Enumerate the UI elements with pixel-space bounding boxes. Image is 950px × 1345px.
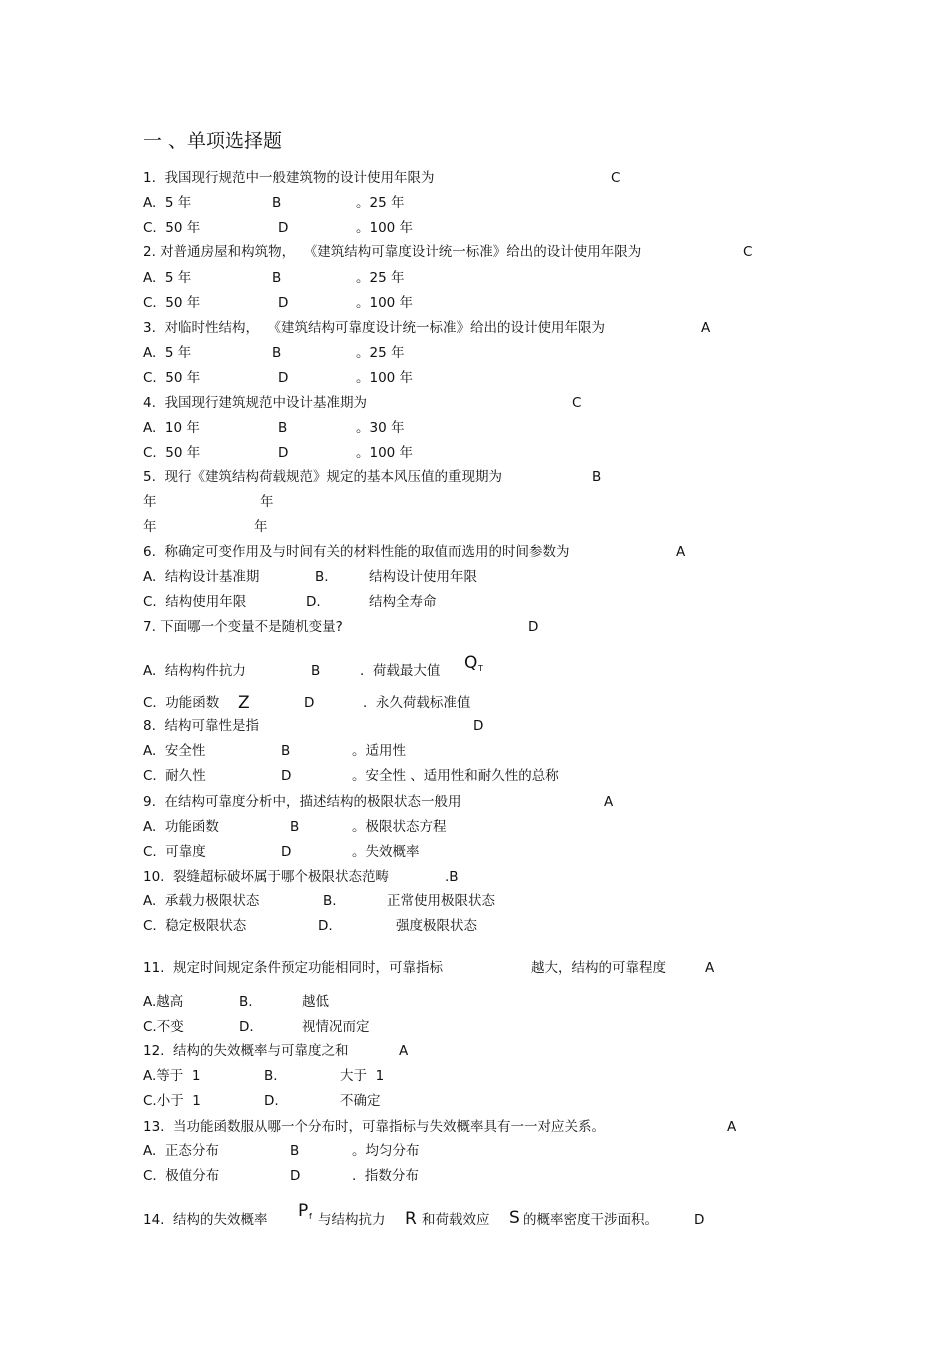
option-d-marker: D [281, 768, 292, 784]
question-14-text: 与结构抗力 [318, 1212, 386, 1228]
option-b: 。均匀分布 [352, 1143, 420, 1159]
option-d: . 永久荷载标准值 [363, 695, 471, 711]
symbol-s: S [509, 1208, 520, 1228]
option-b-marker: B. [264, 1068, 278, 1084]
symbol-q: Q [464, 653, 478, 673]
option-b: 结构设计使用年限 [369, 569, 477, 585]
option-d-marker: D [278, 370, 289, 386]
option-c: C.不变 [143, 1019, 184, 1035]
option-d-marker: D [281, 844, 292, 860]
option-b: 。适用性 [352, 743, 406, 759]
option-b-marker: B. [239, 994, 253, 1010]
option-a: A. 正态分布 [143, 1143, 219, 1159]
option-d-marker: D [278, 295, 289, 311]
question-7: 7. 下面哪一个变量不是随机变量? [143, 619, 343, 635]
option-c: C. 50 年 [143, 370, 201, 386]
option-c: C. 50 年 [143, 445, 201, 461]
option-b-marker: B [272, 195, 282, 211]
option-c: C. 稳定极限状态 [143, 918, 247, 934]
answer-13: A [727, 1119, 737, 1135]
question-14-text: 和荷载效应 [422, 1212, 490, 1228]
option-d: 。100 年 [356, 220, 414, 236]
option-d: 。安全性 、适用性和耐久性的总称 [352, 768, 559, 784]
option-c: C. 结构使用年限 [143, 594, 247, 610]
option-a: A. 结构构件抗力 [143, 663, 246, 679]
option-d-marker: D. [306, 594, 321, 610]
option-d-marker: D [290, 1168, 301, 1184]
option-a: A. 安全性 [143, 743, 206, 759]
question-9: 9. 在结构可靠度分析中，描述结构的极限状态一般用 [143, 794, 462, 810]
question-5: 5. 现行《建筑结构荷载规范》规定的基本风压值的重现期为 [143, 469, 502, 485]
answer-9: A [604, 794, 614, 810]
option-d-marker: D. [264, 1093, 279, 1109]
option-fragment: 年 [260, 494, 274, 510]
option-c: C.小于 1 [143, 1093, 201, 1109]
option-b-marker: B [290, 1143, 300, 1159]
option-fragment: 年 [254, 519, 268, 535]
option-c: C. 功能函数 [143, 695, 220, 711]
option-b-marker: B [278, 420, 288, 436]
option-c: C. 可靠度 [143, 844, 206, 860]
symbol-p-subscript: f [309, 1212, 312, 1221]
answer-3: A [701, 320, 711, 336]
option-b-marker: B [281, 743, 291, 759]
question-3: 3. 对临时性结构， 《建筑结构可靠度设计统一标准》给出的设计使用年限为 [143, 320, 606, 336]
option-c: C. 50 年 [143, 220, 201, 236]
option-d: 。100 年 [356, 370, 414, 386]
option-b: 越低 [302, 994, 329, 1010]
answer-7: D [528, 619, 539, 635]
option-c: C. 50 年 [143, 295, 201, 311]
option-b-marker: B [272, 270, 282, 286]
answer-5: B [592, 469, 602, 485]
option-fragment: 年 [143, 519, 157, 535]
option-b: 。25 年 [356, 345, 405, 361]
question-2: 2. 对普通房屋和构筑物， 《建筑结构可靠度设计统一标准》给出的设计使用年限为 [143, 244, 642, 260]
question-13: 13. 当功能函数服从哪一个分布时，可靠指标与失效概率具有一一对应关系。 [143, 1119, 606, 1135]
option-d: 结构全寿命 [369, 594, 437, 610]
option-b: 。极限状态方程 [352, 819, 447, 835]
option-d: 不确定 [340, 1093, 381, 1109]
answer-11: A [705, 960, 715, 976]
answer-8: D [473, 718, 484, 734]
question-11-continued: 越大，结构的可靠程度 [531, 960, 666, 976]
option-d: 。失效概率 [352, 844, 420, 860]
option-d: 。100 年 [356, 295, 414, 311]
answer-10: .B [445, 869, 459, 885]
option-a: A. 5 年 [143, 270, 192, 286]
option-b-marker: B [290, 819, 300, 835]
option-b: 。25 年 [356, 195, 405, 211]
option-b-marker: B. [323, 893, 337, 909]
option-b: 。25 年 [356, 270, 405, 286]
question-14-text: 的概率密度干涉面积。 [523, 1212, 658, 1228]
option-d: . 指数分布 [352, 1168, 419, 1184]
option-b-marker: B [272, 345, 282, 361]
option-b: 大于 1 [340, 1068, 385, 1084]
section-heading: 一 、单项选择题 [143, 130, 283, 152]
answer-4: C [572, 395, 582, 411]
option-b: 。30 年 [356, 420, 405, 436]
question-14: 14. 结构的失效概率 [143, 1212, 268, 1228]
answer-6: A [676, 544, 686, 560]
option-c: C. 极值分布 [143, 1168, 220, 1184]
question-1: 1. 我国现行规范中一般建筑物的设计使用年限为 [143, 170, 435, 186]
option-d-marker: D. [239, 1019, 254, 1035]
option-d-marker: D. [318, 918, 333, 934]
answer-2: C [743, 244, 753, 260]
answer-1: C [611, 170, 621, 186]
question-11: 11. 规定时间规定条件预定功能相同时，可靠指标 [143, 960, 444, 976]
option-a: A. 5 年 [143, 345, 192, 361]
symbol-p: P [298, 1201, 309, 1221]
option-a: A. 5 年 [143, 195, 192, 211]
symbol-q-subscript: T [478, 664, 483, 673]
option-d-marker: D [278, 445, 289, 461]
option-a: A. 10 年 [143, 420, 200, 436]
symbol-z: Z [238, 693, 250, 713]
option-b: 正常使用极限状态 [387, 893, 495, 909]
option-b-marker: B. [315, 569, 329, 585]
option-a: A. 功能函数 [143, 819, 219, 835]
option-a: A. 结构设计基准期 [143, 569, 260, 585]
option-b-marker: B [311, 663, 321, 679]
option-d-marker: D [278, 220, 289, 236]
option-a: A.等于 1 [143, 1068, 201, 1084]
option-a: A. 承载力极限状态 [143, 893, 260, 909]
question-10: 10. 裂缝超标破坏属于哪个极限状态范畴 [143, 869, 390, 885]
option-d: 。100 年 [356, 445, 414, 461]
question-4: 4. 我国现行建筑规范中设计基准期为 [143, 395, 367, 411]
option-b: . 荷载最大值 [360, 663, 441, 679]
option-a: A.越高 [143, 994, 184, 1010]
option-c: C. 耐久性 [143, 768, 206, 784]
option-fragment: 年 [143, 494, 157, 510]
option-d-marker: D [304, 695, 315, 711]
question-8: 8. 结构可靠性是指 [143, 718, 259, 734]
option-d: 强度极限状态 [396, 918, 477, 934]
option-d: 视情况而定 [302, 1019, 370, 1035]
symbol-r: R [405, 1209, 417, 1229]
answer-12: A [399, 1043, 409, 1059]
question-12: 12. 结构的失效概率与可靠度之和 [143, 1043, 349, 1059]
question-6: 6. 称确定可变作用及与时间有关的材料性能的取值而选用的时间参数为 [143, 544, 570, 560]
answer-14: D [694, 1212, 705, 1228]
